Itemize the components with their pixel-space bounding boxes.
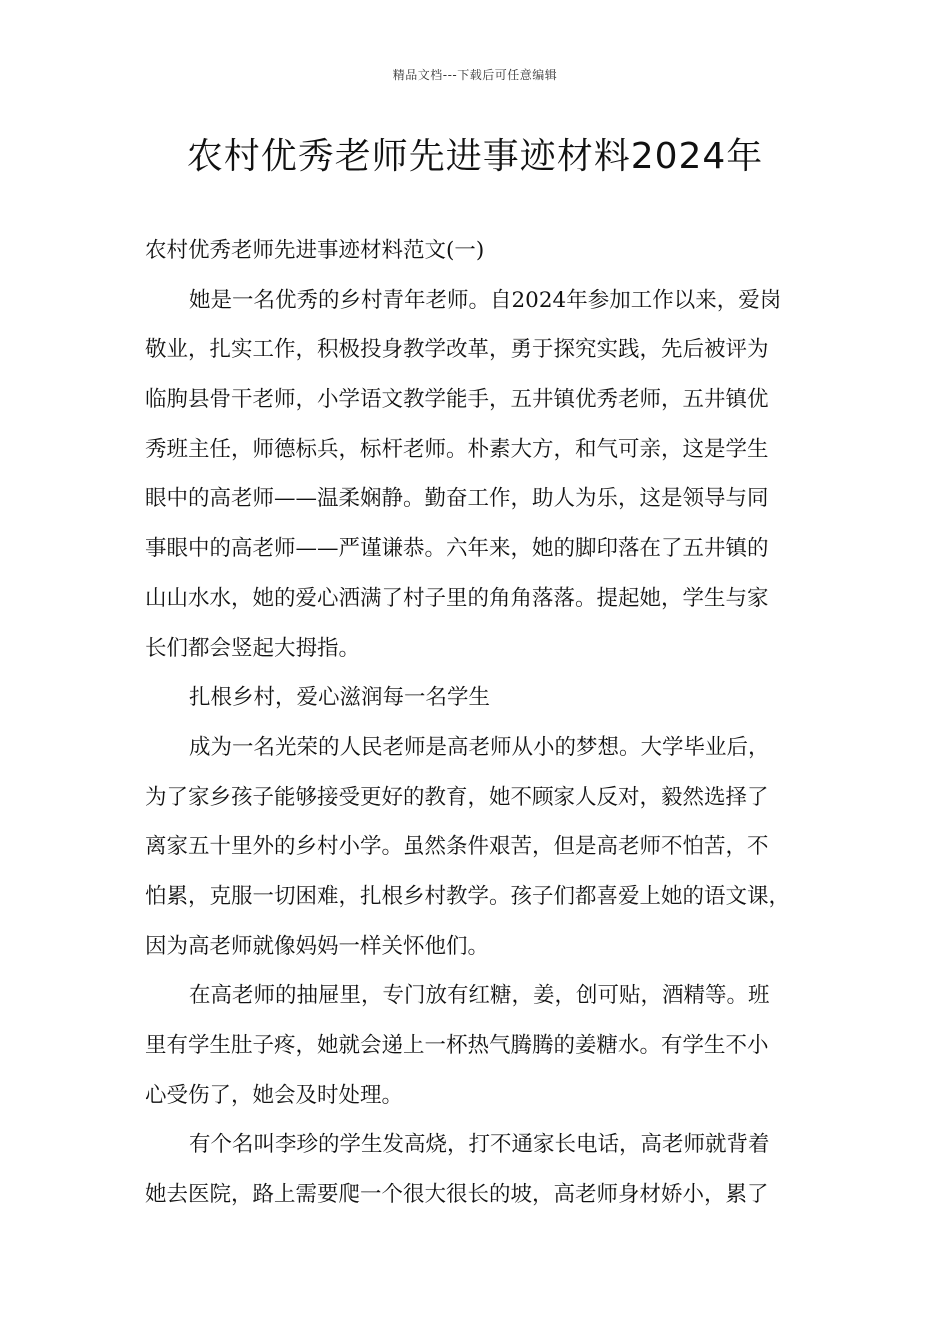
text-line: 因为高老师就像妈妈一样关怀他们。: [145, 933, 490, 959]
text-line: 有个名叫李珍的学生发高烧，打不通家长电话，高老师就背着: [189, 1132, 770, 1158]
text-line: 她去医院，路上需要爬一个很大很长的坡，高老师身材娇小，累了: [145, 1182, 769, 1208]
document-body: [145, 226, 821, 1220]
header-note: 精品文档---下载后可任意编辑: [392, 68, 558, 82]
text-line: 敬业，扎实工作，积极投身教学改革，勇于探究实践，先后被评为: [145, 337, 769, 363]
text-line: 里有学生肚子疼，她就会递上一杯热气腾腾的姜糖水。有学生不小: [145, 1033, 769, 1058]
text-line: 临朐县骨干老师，小学语文教学能手，五井镇优秀老师，五井镇优: [145, 387, 769, 413]
text-line: 眼中的高老师——温柔娴静。勤奋工作，助人为乐，这是领导与同: [145, 486, 769, 512]
text-line: 山山水水，她的爱心洒满了村子里的角角落落。提起她，学生与家: [145, 585, 769, 611]
text-line: 为了家乡孩子能够接受更好的教育，她不顾家人反对，毅然选择了: [145, 784, 769, 810]
text-line: 心受伤了，她会及时处理。: [145, 1082, 404, 1108]
text-line: 在高老师的抽屉里，专门放有红糖，姜，创可贴，酒精等。班: [189, 983, 770, 1009]
text-line: 怕累，克服一切困难，扎根乡村教学。孩子们都喜爱上她的语文课，: [145, 883, 791, 909]
text-line: 农村优秀老师先进事迹材料范文(一): [145, 238, 485, 263]
text-line: 事眼中的高老师——严谨谦恭。六年来，她的脚印落在了五井镇的: [145, 536, 769, 562]
text-line: 长们都会竖起大拇指。: [145, 635, 361, 661]
document-title: 农村优秀老师先进事迹材料2024年: [186, 136, 764, 177]
text-line: 秀班主任，师德标兵，标杆老师。朴素大方，和气可亲，这是学生: [145, 436, 769, 462]
section-heading: 扎根乡村，爱心滋润每一名学生: [189, 685, 491, 711]
text-line: 离家五十里外的乡村小学。虽然条件艰苦，但是高老师不怕苦，不: [145, 834, 769, 860]
text-line: 她是一名优秀的乡村青年老师。自2024年参加工作以来，爱岗: [189, 287, 782, 313]
text-line: 成为一名光荣的人民老师是高老师从小的梦想。大学毕业后，: [189, 734, 770, 760]
